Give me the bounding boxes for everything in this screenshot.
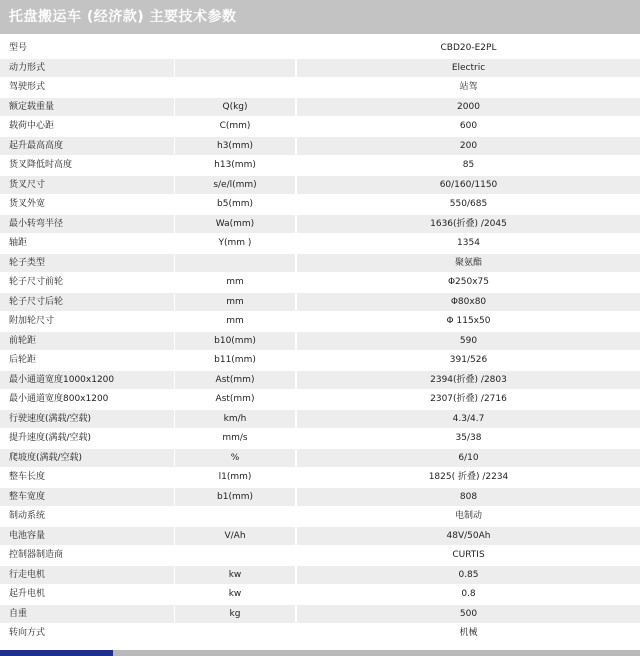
param-cell: 货叉降低时高度 (0, 156, 174, 175)
unit-cell: C(mm) (175, 117, 295, 136)
param-cell: 动力形式 (0, 59, 174, 78)
value-cell: 站驾 (297, 78, 640, 97)
unit-cell: l1(mm) (175, 468, 295, 487)
param-cell: 整车宽度 (0, 488, 174, 507)
value-cell: Electric (297, 59, 640, 78)
unit-cell: h3(mm) (175, 137, 295, 156)
unit-cell: kg (175, 605, 295, 624)
table-row (0, 312, 640, 331)
param-cell: 轮子尺寸后轮 (0, 293, 174, 312)
unit-cell: b5(mm) (175, 195, 295, 214)
param-cell: 提升速度(满载/空载) (0, 429, 174, 448)
unit-cell: km/h (175, 410, 295, 429)
table-row (0, 449, 640, 468)
table-row (0, 585, 640, 604)
value-cell: 0.8 (297, 585, 640, 604)
table-row (0, 527, 640, 546)
value-cell: 808 (297, 488, 640, 507)
param-cell: 爬坡度(满载/空载) (0, 449, 174, 468)
param-cell: 行驶速度(满载/空载) (0, 410, 174, 429)
param-cell: 附加轮尺寸 (0, 312, 174, 331)
param-cell: 最小通道宽度1000x1200 (0, 371, 174, 390)
table-row (0, 39, 640, 58)
unit-cell (175, 254, 295, 273)
unit-cell (175, 546, 295, 565)
unit-cell: b1(mm) (175, 488, 295, 507)
unit-cell (175, 507, 295, 526)
value-cell: 聚氨酯 (297, 254, 640, 273)
bottom-bar (0, 650, 640, 656)
table-row (0, 254, 640, 273)
value-cell: 2000 (297, 98, 640, 117)
table-row (0, 351, 640, 370)
param-cell: 载荷中心距 (0, 117, 174, 136)
table-row (0, 624, 640, 643)
param-cell: 控制器制造商 (0, 546, 174, 565)
param-cell: 前轮距 (0, 332, 174, 351)
table-row (0, 468, 640, 487)
table-row (0, 215, 640, 234)
table-row (0, 273, 640, 292)
value-cell: 85 (297, 156, 640, 175)
value-cell: 0.85 (297, 566, 640, 585)
unit-cell (175, 624, 295, 643)
table-row (0, 488, 640, 507)
param-cell: 货叉外宽 (0, 195, 174, 214)
bottom-bar-rest (113, 650, 640, 656)
value-cell: 48V/50Ah (297, 527, 640, 546)
unit-cell: b11(mm) (175, 351, 295, 370)
spec-table (0, 39, 640, 644)
value-cell: CURTIS (297, 546, 640, 565)
table-row (0, 117, 640, 136)
param-cell: 电池容量 (0, 527, 174, 546)
value-cell: Φ80x80 (297, 293, 640, 312)
table-row (0, 390, 640, 409)
param-cell: 最小通道宽度800x1200 (0, 390, 174, 409)
value-cell: 590 (297, 332, 640, 351)
param-cell: 驾驶形式 (0, 78, 174, 97)
unit-cell: kw (175, 566, 295, 585)
value-cell: Φ 115x50 (297, 312, 640, 331)
table-row (0, 371, 640, 390)
unit-cell: h13(mm) (175, 156, 295, 175)
unit-cell: V/Ah (175, 527, 295, 546)
page-title: 托盘搬运车 (经济款) 主要技术参数 (0, 0, 640, 34)
unit-cell: Ast(mm) (175, 390, 295, 409)
table-row (0, 78, 640, 97)
param-cell: 转向方式 (0, 624, 174, 643)
table-row (0, 546, 640, 565)
unit-cell: mm/s (175, 429, 295, 448)
param-cell: 起升最高高度 (0, 137, 174, 156)
unit-cell: mm (175, 293, 295, 312)
unit-cell: % (175, 449, 295, 468)
unit-cell: mm (175, 312, 295, 331)
table-row (0, 293, 640, 312)
value-cell: 500 (297, 605, 640, 624)
unit-cell: b10(mm) (175, 332, 295, 351)
param-cell: 最小转弯半径 (0, 215, 174, 234)
table-row (0, 59, 640, 78)
unit-cell: s/e/l(mm) (175, 176, 295, 195)
table-row (0, 195, 640, 214)
value-cell: 2394(折叠) /2803 (297, 371, 640, 390)
unit-cell: mm (175, 273, 295, 292)
unit-cell: Y(mm ) (175, 234, 295, 253)
value-cell: Φ250x75 (297, 273, 640, 292)
value-cell: 550/685 (297, 195, 640, 214)
unit-cell (175, 78, 295, 97)
param-cell: 整车长度 (0, 468, 174, 487)
table-row (0, 332, 640, 351)
unit-cell: Ast(mm) (175, 371, 295, 390)
unit-cell: Wa(mm) (175, 215, 295, 234)
value-cell: 35/38 (297, 429, 640, 448)
value-cell: 机械 (297, 624, 640, 643)
table-row (0, 234, 640, 253)
value-cell: CBD20-E2PL (297, 39, 640, 58)
param-cell: 自重 (0, 605, 174, 624)
param-cell: 起升电机 (0, 585, 174, 604)
unit-cell: Q(kg) (175, 98, 295, 117)
table-row (0, 566, 640, 585)
value-cell: 4.3/4.7 (297, 410, 640, 429)
param-cell: 轮子尺寸前轮 (0, 273, 174, 292)
table-row (0, 98, 640, 117)
param-cell: 制动系统 (0, 507, 174, 526)
value-cell: 200 (297, 137, 640, 156)
value-cell: 391/526 (297, 351, 640, 370)
value-cell: 1636(折叠) /2045 (297, 215, 640, 234)
table-row (0, 176, 640, 195)
table-row (0, 507, 640, 526)
value-cell: 6/10 (297, 449, 640, 468)
param-cell: 型号 (0, 39, 174, 58)
param-cell: 额定载重量 (0, 98, 174, 117)
value-cell: 1825( 折叠) /2234 (297, 468, 640, 487)
table-row (0, 137, 640, 156)
bottom-bar-accent (0, 650, 113, 656)
unit-cell (175, 39, 295, 58)
value-cell: 2307(折叠) /2716 (297, 390, 640, 409)
param-cell: 轮子类型 (0, 254, 174, 273)
param-cell: 后轮距 (0, 351, 174, 370)
value-cell: 1354 (297, 234, 640, 253)
table-row (0, 156, 640, 175)
value-cell: 600 (297, 117, 640, 136)
value-cell: 电制动 (297, 507, 640, 526)
table-row (0, 410, 640, 429)
param-cell: 货叉尺寸 (0, 176, 174, 195)
param-cell: 轴距 (0, 234, 174, 253)
table-row (0, 605, 640, 624)
unit-cell: kw (175, 585, 295, 604)
table-row (0, 429, 640, 448)
param-cell: 行走电机 (0, 566, 174, 585)
unit-cell (175, 59, 295, 78)
value-cell: 60/160/1150 (297, 176, 640, 195)
